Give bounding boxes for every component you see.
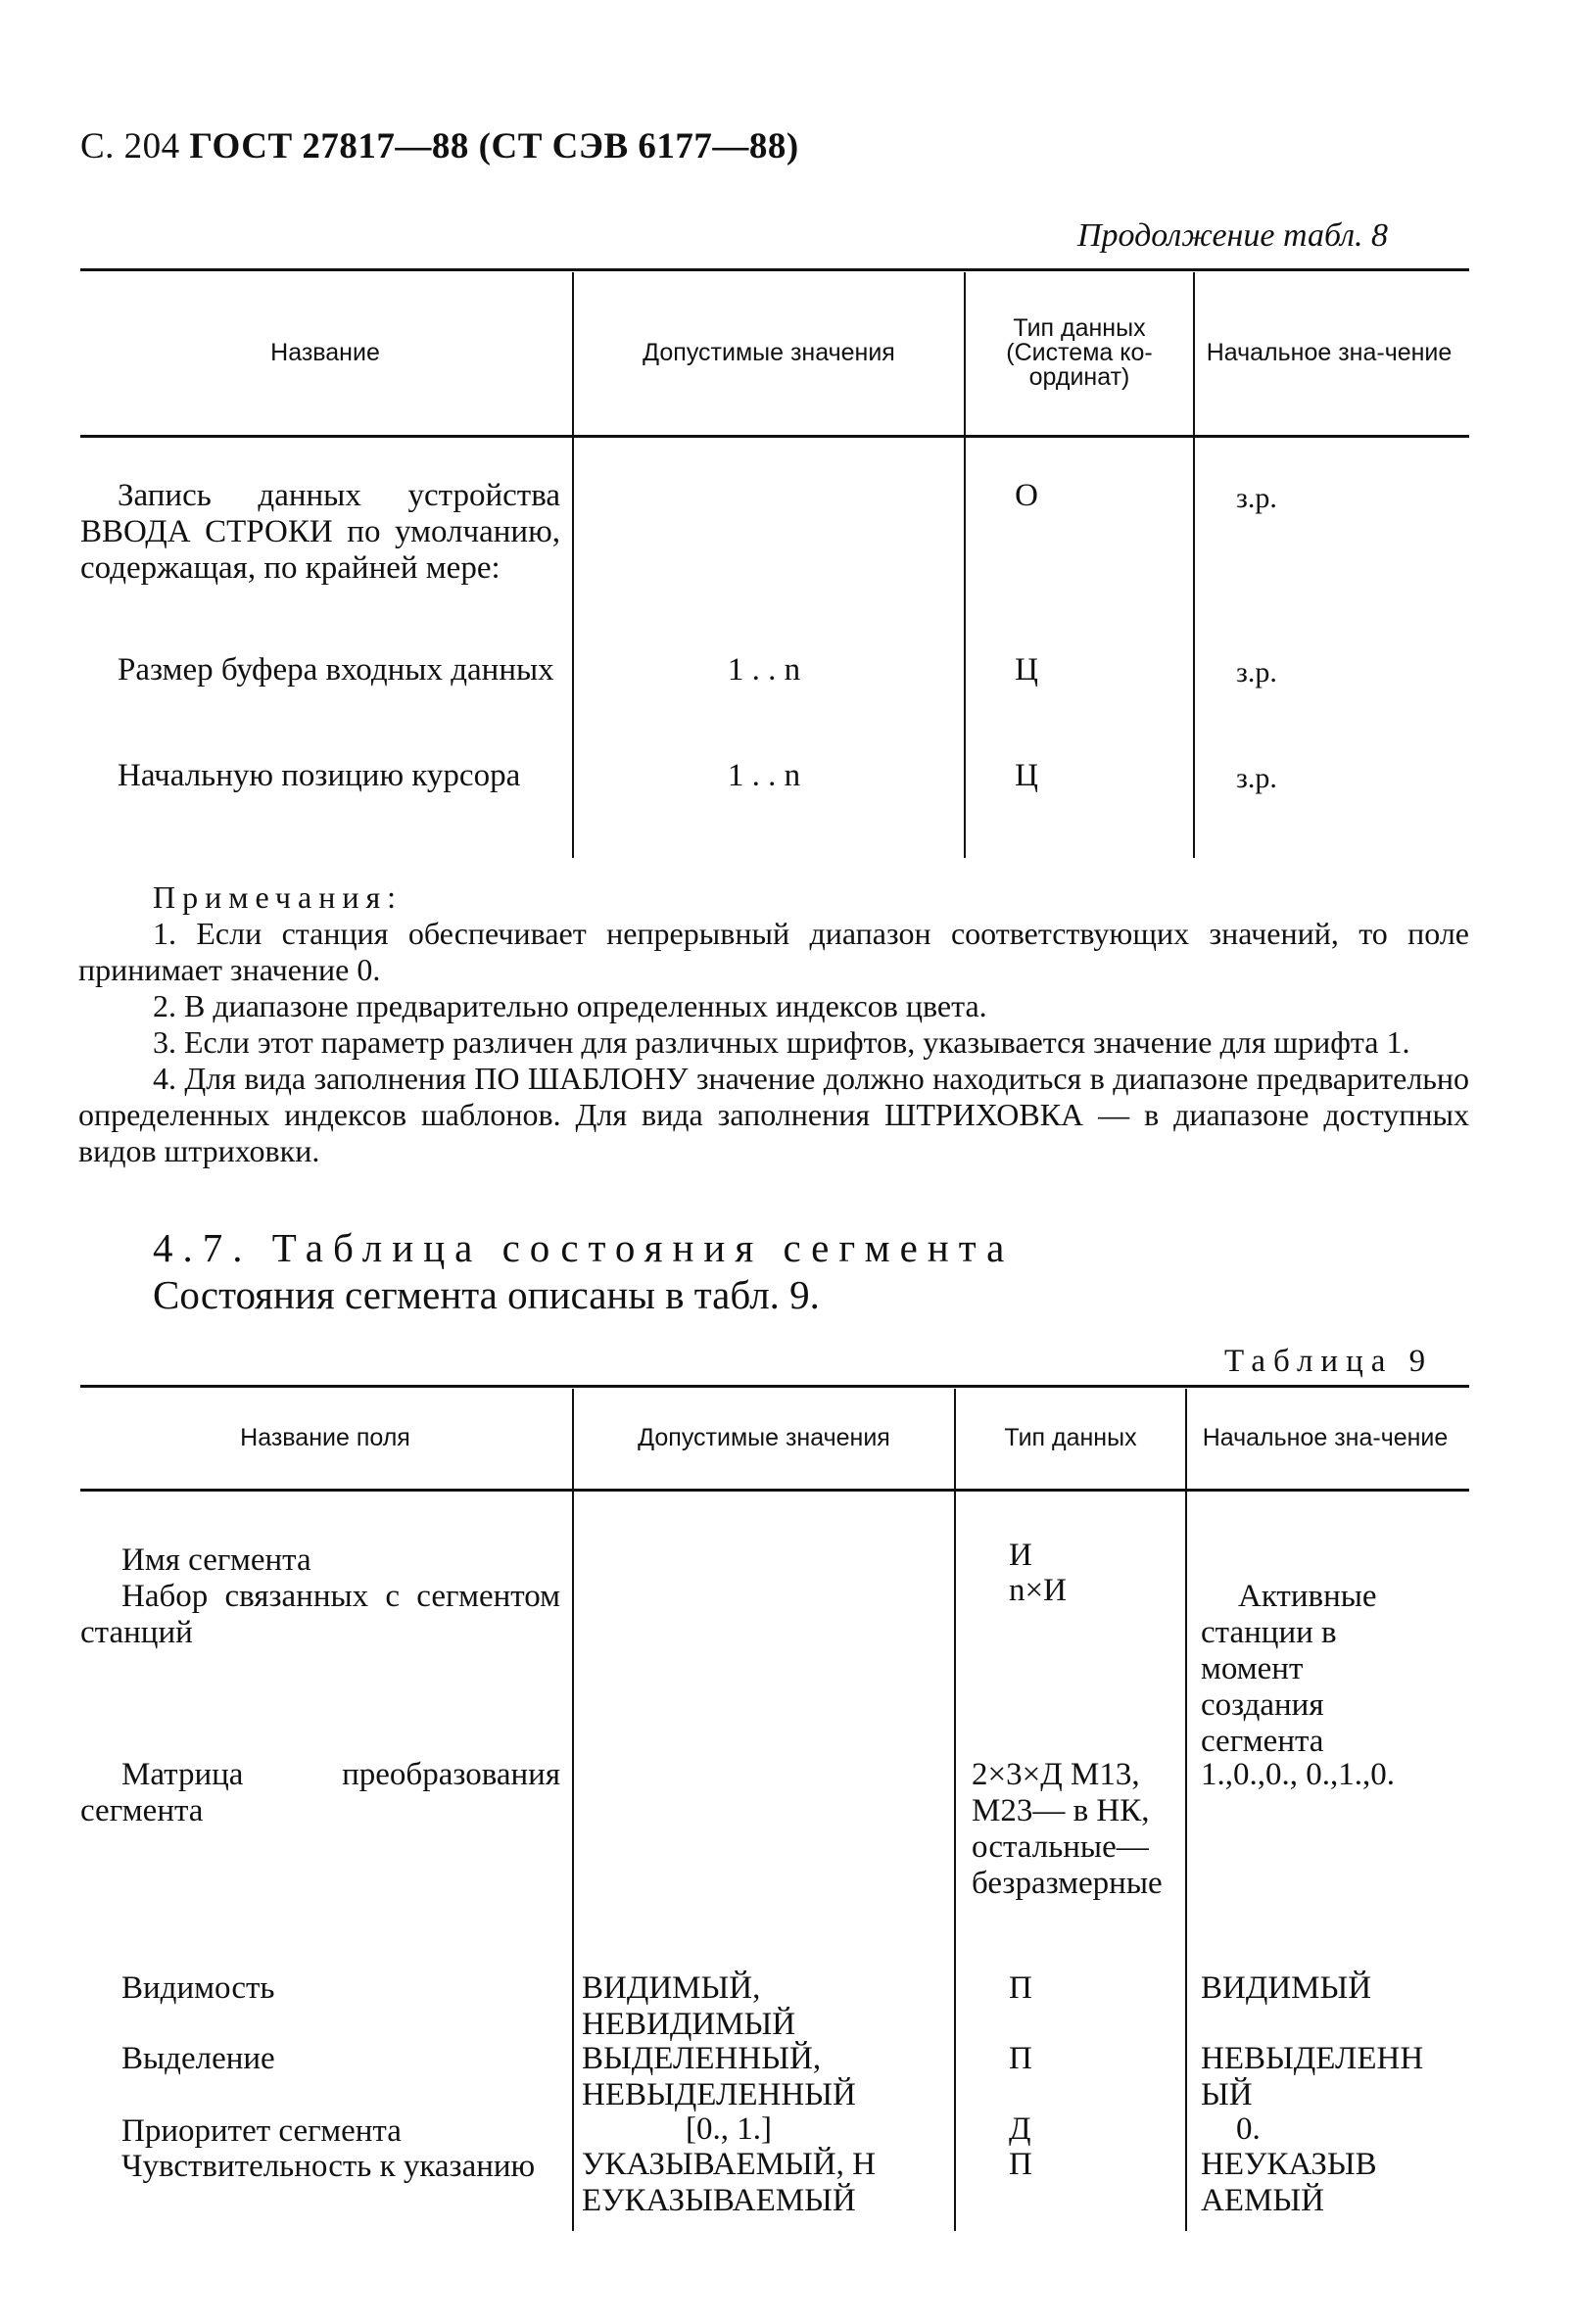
table8-col-divider-3	[1193, 272, 1195, 858]
table9-row2-type: n×И	[1009, 1573, 1067, 1608]
table8-header-type: Тип данных (Система ко-ординат)	[1006, 313, 1153, 391]
table8-row3-values: 1 . . n	[727, 758, 801, 793]
table9-header-name: Название поля	[240, 1423, 410, 1451]
note-1: 1. Если станция обеспечивает непрерывный диапазон соответствующих значений, то поле принимает значение 0.	[78, 916, 1469, 987]
table8-header-initial: Начальное зна-чение	[1206, 338, 1453, 366]
table8-continuation-label: Продолжение табл. 8	[1077, 217, 1389, 254]
table9-row7-initial: НЕУКАЗЫВАЕМЫЙ	[1201, 2147, 1377, 2218]
table9-row4-type: П	[1009, 1970, 1032, 2006]
notes	[78, 879, 1469, 1169]
table9-row4-initial: ВИДИМЫЙ	[1201, 1970, 1372, 2006]
table9-row7-values: УКАЗЫВАЕМЫЙ, НЕУКАЗЫВАЕМЫЙ	[582, 2147, 876, 2218]
table9-header-values: Допустимые значения	[638, 1423, 890, 1451]
table8-row2-type: Ц	[1015, 652, 1038, 688]
table8-row3-name: Начальную позицию курсора	[118, 758, 521, 793]
table9-row3-name: Матрица преобразования сегмента	[80, 1757, 560, 1828]
table9-row5-name: Выделение	[121, 2041, 275, 2076]
note-3: 3. Если этот параметр различен для различных шрифтов, указывается значение для шрифта 1.	[153, 1024, 1410, 1060]
table9-row6-type: Д	[1009, 2111, 1031, 2147]
table8-row3-type: Ц	[1015, 758, 1038, 793]
table9-col-divider-1	[572, 1389, 574, 2231]
table9-row7-name: Чувствительность к указанию	[121, 2149, 536, 2184]
table9-row2-initial: Активные станции в момент создания сегмента	[1201, 1579, 1377, 1759]
table9-row6-initial: 0.	[1236, 2111, 1261, 2147]
table9-row6-values: [0., 1.]	[686, 2111, 772, 2147]
page-number: С. 204	[80, 126, 180, 166]
table9-row4-values: ВИДИМЫЙ, НЕВИДИМЫЙ	[582, 1970, 796, 2042]
notes-title: Примечания:	[153, 879, 404, 915]
note-4: 4. Для вида заполнения ПО ШАБЛОНУ значение должно находиться в диапазоне предварительно определенных индексов шаблонов. Для вида заполнения ШТРИХОВКА — в диапазоне доступных видов штриховки.	[78, 1061, 1469, 1168]
table9-header-type: Тип данных	[1004, 1423, 1137, 1451]
table9-row6-name: Приоритет сегмента	[121, 2113, 402, 2149]
table8-row1-type: О	[1015, 478, 1038, 513]
table9-header-rule	[80, 1489, 1469, 1492]
table9-row1-name: Имя сегмента	[121, 1542, 311, 1578]
table9-row5-type: П	[1009, 2041, 1032, 2076]
table9-row7-type: П	[1009, 2147, 1032, 2182]
table9-row3-type: 2×3×Д М13, М23— в НК, остальные— безразмерные	[972, 1757, 1163, 1901]
table8-header-name: Название	[270, 338, 380, 366]
page-header	[80, 125, 799, 167]
table8-col-divider-1	[572, 272, 574, 858]
table9-header-initial: Начальное зна-чение	[1202, 1423, 1449, 1451]
table8-row3-initial: з.р.	[1236, 762, 1277, 794]
table9-label: Таблица 9	[1224, 1344, 1434, 1379]
section-text: Состояния сегмента описаны в табл. 9.	[153, 1272, 820, 1317]
table8-header-rule	[80, 435, 1469, 438]
table8-top-rule	[80, 268, 1469, 271]
table8-col-divider-2	[964, 272, 966, 858]
table8-row2-values: 1 . . n	[727, 652, 801, 688]
table8-header-values: Допустимые значения	[643, 338, 895, 366]
table8-row1-initial: з.р.	[1236, 482, 1277, 514]
table9-col-divider-3	[1185, 1389, 1187, 2231]
table9-row5-values: ВЫДЕЛЕННЫЙ, НЕВЫДЕЛЕННЫЙ	[582, 2041, 856, 2112]
table9-row5-initial: НЕВЫДЕЛЕННЫЙ	[1201, 2041, 1424, 2112]
table9-row2-name: Набор связанных с сегментом станций	[80, 1579, 560, 1650]
table9-col-divider-2	[954, 1389, 956, 2231]
table9-row4-name: Видимость	[121, 1970, 275, 2006]
table8-row2-initial: з.р.	[1236, 656, 1277, 688]
note-2: 2. В диапазоне предварительно определенных индексов цвета.	[153, 988, 987, 1023]
section-heading: 4.7. Таблица состояния сегмента	[153, 1225, 1015, 1270]
table8-row1-name: Запись данных устройства ВВОДА СТРОКИ по умолчанию, содержащая, по крайней мере:	[80, 478, 560, 586]
standard-title: ГОСТ 27817—88 (СТ СЭВ 6177—88)	[189, 126, 799, 166]
table8-row2-name: Размер буфера входных данных	[118, 652, 554, 688]
table9-row3-initial: 1.,0.,0., 0.,1.,0.	[1201, 1757, 1395, 1792]
table9-row1-type: И	[1009, 1538, 1032, 1573]
table9-top-rule	[80, 1385, 1469, 1388]
